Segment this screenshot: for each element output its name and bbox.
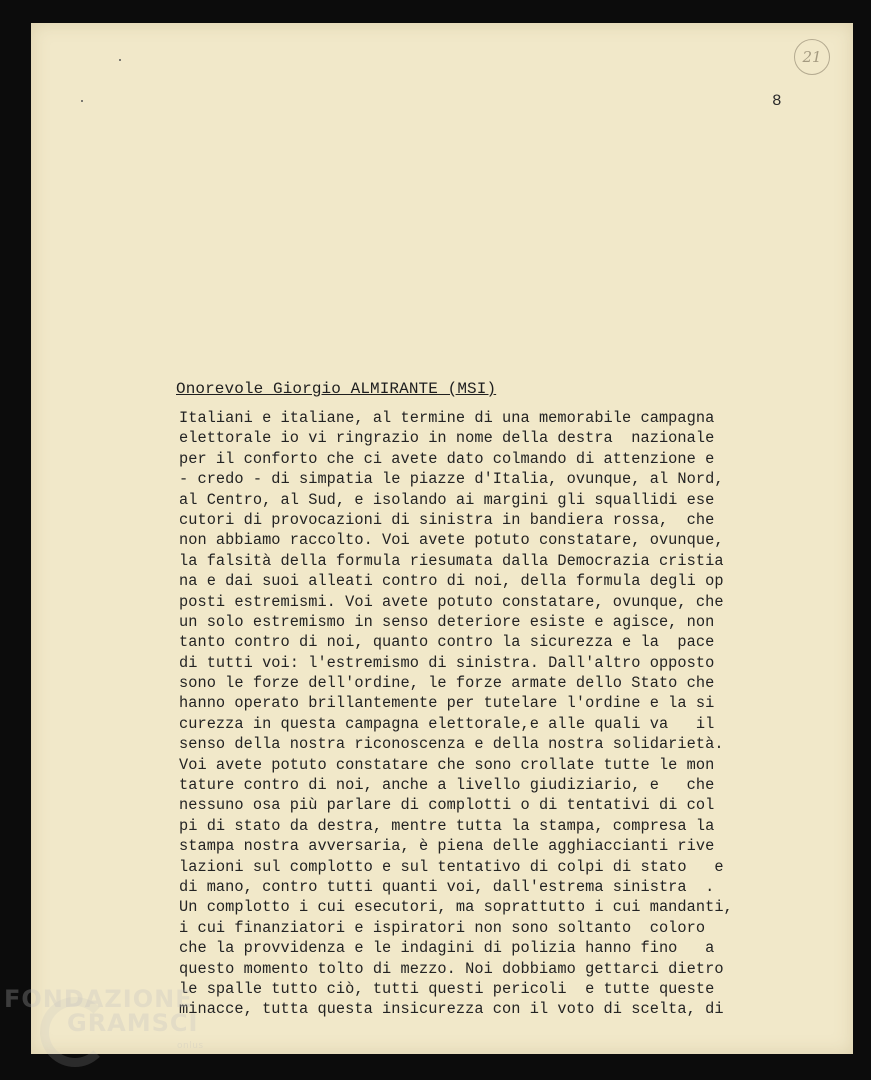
text-line: tature contro di noi, anche a livello giudiziario, e che — [179, 776, 715, 795]
text-line: le spalle tutto ciò, tutti questi pericoli e tutte queste — [179, 979, 715, 998]
paper-speck — [119, 59, 121, 61]
text-line: elettorale io vi ringrazio in nome della destra nazionale — [179, 429, 715, 448]
text-line: un solo estremismo in senso deteriore esiste e agisce, non — [179, 612, 715, 631]
text-line: curezza in questa campagna elettorale,e alle quali va il — [179, 714, 715, 733]
paper-speck — [81, 100, 83, 102]
watermark-line-1: FONDAZIONE — [4, 985, 193, 1013]
text-line: posti estremismi. Voi avete potuto constatare, ovunque, che — [179, 592, 724, 611]
text-line: lazioni sul complotto e sul tentativo di colpi di stato e — [179, 857, 724, 876]
text-line: stampa nostra avversaria, è piena delle agghiaccianti rive — [179, 837, 715, 856]
text-line: questo momento tolto di mezzo. Noi dobbiamo gettarci dietro — [179, 959, 724, 978]
text-line: Un complotto i cui esecutori, ma soprattutto i cui mandanti, — [179, 898, 733, 917]
text-line: pi di stato da destra, mentre tutta la stampa, compresa la — [179, 816, 715, 835]
text-line: di mano, contro tutti quanti voi, dall'estrema sinistra . — [179, 877, 715, 896]
speaker-heading: Onorevole Giorgio ALMIRANTE (MSI) — [176, 380, 497, 398]
text-line: i cui finanziatori e ispiratori non sono soltanto coloro — [179, 918, 706, 937]
text-line: Voi avete potuto constatare che sono crollate tutte le mon — [179, 755, 715, 774]
text-line: nessuno osa più parlare di complotti o di tentativi di col — [179, 796, 715, 815]
text-line: tanto contro di noi, quanto contro la sicurezza e la pace — [179, 633, 715, 652]
archive-number-stamp: 21 — [794, 39, 830, 75]
text-line: hanno operato brillantemente per tutelare l'ordine e la si — [179, 694, 715, 713]
text-line: na e dai suoi alleati contro di noi, della formula degli op — [179, 572, 724, 591]
watermark-line-3: onlus — [177, 1041, 204, 1051]
text-line: sono le forze dell'ordine, le forze armate dello Stato che — [179, 674, 715, 693]
speech-body — [179, 408, 809, 1020]
text-line: di tutti voi: l'estremismo di sinistra. Dall'altro opposto — [179, 653, 715, 672]
text-line: - credo - di simpatia le piazze d'Italia, ovunque, al Nord, — [179, 470, 724, 489]
text-line: al Centro, al Sud, e isolando ai margini gli squallidi ese — [179, 490, 715, 509]
text-line: cutori di provocazioni di sinistra in bandiera rossa, che — [179, 510, 715, 529]
text-line: non abbiamo raccolto. Voi avete potuto constatare, ovunque, — [179, 531, 724, 550]
text-line: per il conforto che ci avete dato colmando di attenzione e — [179, 449, 715, 468]
watermark-line-2: GRAMSCI — [67, 1009, 199, 1037]
text-line: la falsità della formula riesumata dalla Democrazia cristia — [179, 551, 724, 570]
text-line: che la provvidenza e le indagini di polizia hanno fino a — [179, 939, 715, 958]
text-line: senso della nostra riconoscenza e della nostra solidarietà. — [179, 735, 724, 754]
text-line: minacce, tutta questa insicurezza con il voto di scelta, di — [179, 1000, 724, 1019]
text-line: Italiani e italiane, al termine di una memorabile campagna — [179, 409, 715, 427]
page-number: 8 — [772, 92, 782, 110]
